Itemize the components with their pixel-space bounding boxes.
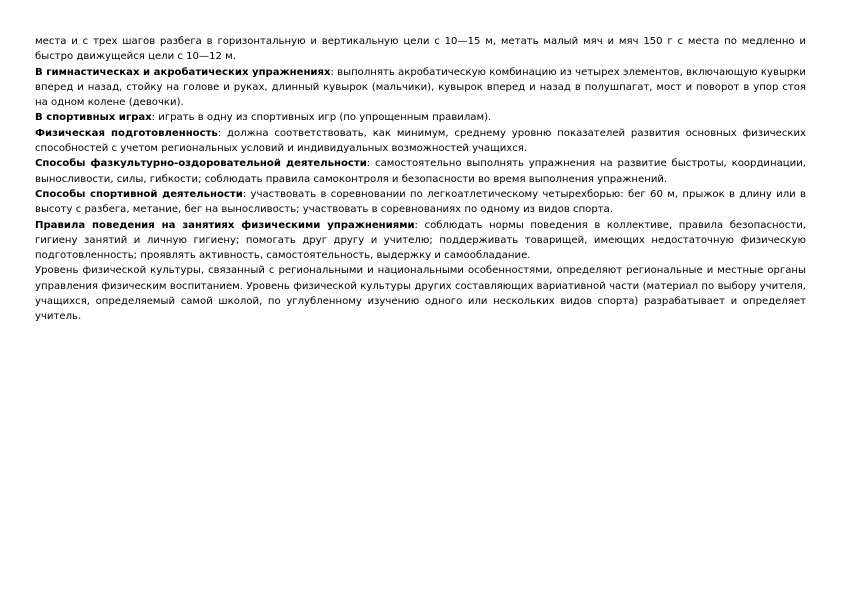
paragraph-throwing	[35, 34, 806, 65]
paragraph-heading: В спортивных играх	[35, 112, 152, 124]
paragraph-physical-fitness	[35, 126, 806, 157]
paragraph-text: Уровень физической культуры, связанный с региональными и национальными особенностями, определяют региональные и местные органы управления физическим воспитанием. Уровень физической культуры других составляющих вариативной части (материал по выбору учителя, учащихся, определяемый самой школой, по углубленному изучению одного или нескольких видов спорта) разрабатывает и определяет учитель.	[35, 265, 806, 323]
paragraph-text: : соблюдать нормы поведения в коллективе, правила безопасности, гигиену занятий и личную гигиену; помогать друг другу и учителю; поддерживать товарищей, имеющих недостаточную физическую подготовленность; проявлять активность, самостоятельность, выдержку и самообладание.	[35, 219, 806, 262]
paragraph-health-activity	[35, 156, 806, 187]
paragraph-sport-games	[35, 110, 806, 125]
paragraph-text: места и с трех шагов разбега в горизонтальную и вертикальную цели с 10—15 м, метать малый мяч и мяч 150 г с места по медленно и быстро движущейся цели с 10—12 м.	[35, 36, 806, 63]
document-page	[35, 34, 806, 325]
paragraph-text: : должна соответствовать, как минимум, среднему уровню показателей развития основных физических способностей с учетом региональных условий и индивидуальных возможностей учащихся.	[35, 127, 806, 155]
paragraph-text: : участвовать в соревновании по легкоатлетическому четырехборью: бег 60 м, прыжок в длину или в высоту с разбега, метание, бег на выносливость; участвовать в соревнованиях по одному из видов спорта.	[35, 188, 806, 216]
paragraph-regional-level	[35, 263, 806, 324]
paragraph-text: : выполнять акробатическую комбинацию из четырех элементов, включающую кувырки вперед и назад, стойку на голове и руках, длинный кувырок (мальчики), кувырок вперед и назад в полушпагат, мост и поворот в упор стоя на одном колене (девочки).	[35, 66, 806, 109]
paragraph-sport-activity	[35, 187, 806, 218]
paragraph-heading: Способы фазкультурно-оздоровательной деятельности	[35, 158, 367, 170]
paragraph-behavior-rules	[35, 218, 806, 264]
paragraph-heading: В гимнастическах и акробатических упражнениях	[35, 66, 331, 78]
paragraph-text: : самостоятельно выполнять упражнения на развитие быстроты, координации, выносливости, силы, гибкости; соблюдать правила самоконтроля и безопасности во время выполнения упражнений.	[35, 158, 806, 185]
paragraph-heading: Правила поведения на занятиях физическими упражнениями	[35, 219, 415, 231]
paragraph-text: : играть в одну из спортивных игр (по упрощенным правилам).	[151, 112, 492, 124]
paragraph-gymnastics	[35, 65, 806, 111]
paragraph-heading: Физическая подготовленность	[35, 127, 218, 139]
paragraph-heading: Способы спортивной деятельности	[35, 188, 243, 200]
